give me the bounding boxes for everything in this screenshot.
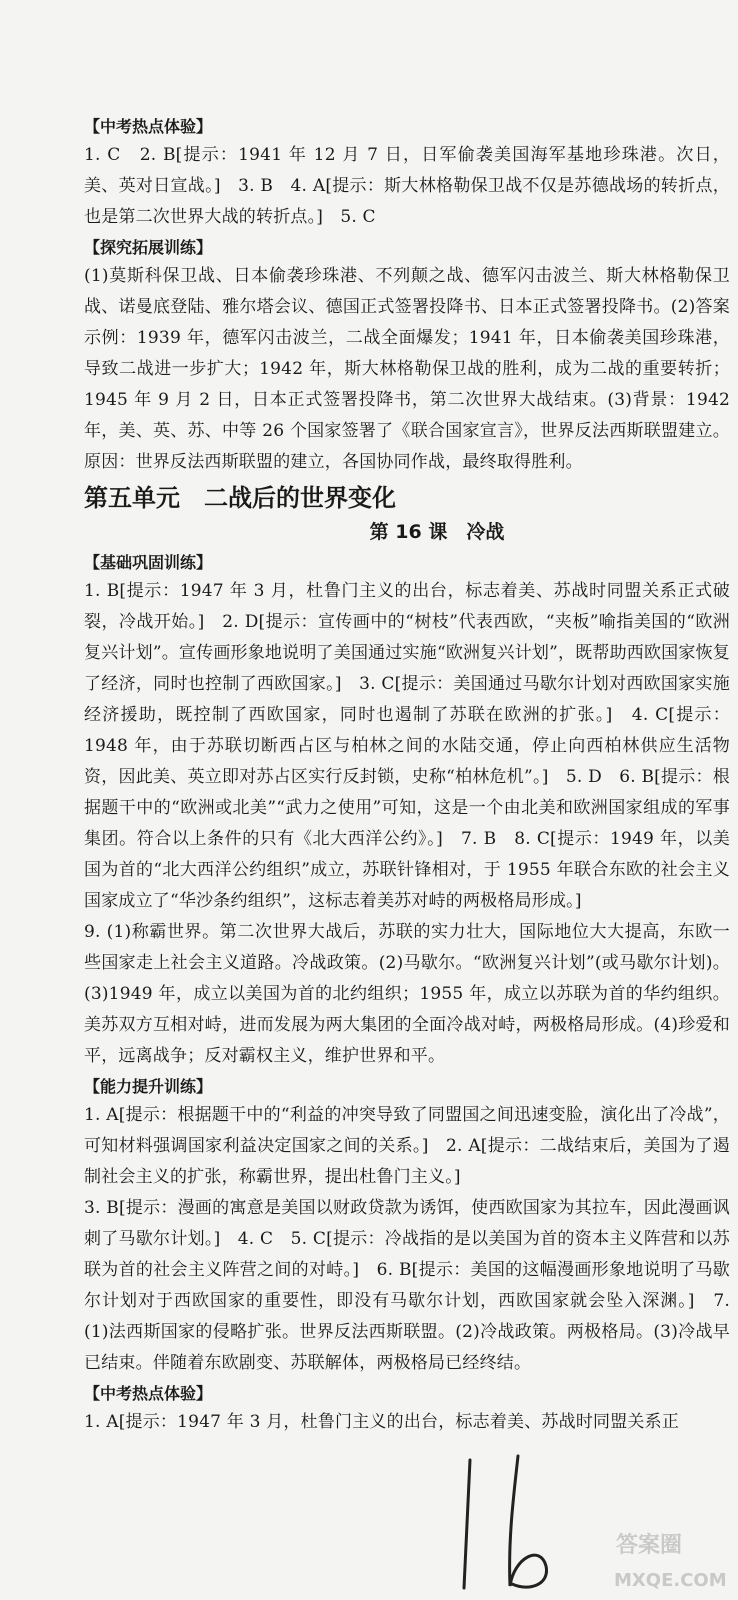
section-heading-ability: 【能力提升训练】 — [84, 1077, 213, 1096]
answer-paragraph: 1. C 2. B[提示：1941 年 12 月 7 日，日军偷袭美国海军基地珍珠港。次日，美、英对日宣战。] 3. B 4. A[提示：斯大林格勒保卫战不仅是苏德战场的转折点，也是第二次世界大战的转折点。] 5. C — [84, 145, 730, 227]
answer-paragraph: 1. A[提示：1947 年 3 月，杜鲁门主义的出台，标志着美、苏战时同盟关系正 — [84, 1412, 680, 1432]
handwritten-page-number — [448, 1448, 568, 1598]
lesson-title: 第 16 课 冷战 — [369, 521, 505, 543]
svg-text:MXQE.COM: MXQE.COM — [614, 1570, 727, 1591]
unit-title: 第五单元 二战后的世界变化 — [84, 484, 396, 512]
answer-paragraph: 1. B[提示：1947 年 3 月，杜鲁门主义的出台，标志着美、苏战时同盟关系正式破裂，冷战开始。] 2. D[提示：宣传画中的“树枝”代表西欧，“夹板”喻指美国的“欧洲复兴计划”。宣传画形象地说明了美国通过实施“欧洲复兴计划”，既帮助西欧国家恢复了经济，同时也控制了西欧国家。] 3. C[提示：美国通过马歇尔计划对西欧国家实施经济援助，既控制了西欧国家，同时也遏制了苏联在欧洲的扩张。] 4. C[提示：1948 年，由于苏联切断西占区与柏林之间的水陆交通，停止向西柏林供应生活物资，因此美、英立即对苏占区实行反封锁，史称“柏林危机”。] 5. D 6. B[提示：根据题干中的“欧洲或北美”“武力之使用”可知，这是一个由北美和欧洲国家组成的军事集团。符合以上条件的只有《北大西洋公约》。] 7. B 8. C[提示：1949 年，以美国为首的“北大西洋公约组织”成立，苏联针锋相对，于 1955 年联合东欧的社会主义国家成立了“华沙条约组织”，这标志着美苏对峙的两极格局形成。] — [84, 581, 730, 911]
section-heading-exam-hotspot: 【中考热点体验】 — [84, 1384, 213, 1403]
answer-paragraph: 3. B[提示：漫画的寓意是美国以财政贷款为诱饵，使西欧国家为其拉车，因此漫画讽刺了马歇尔计划。] 4. C 5. C[提示：冷战指的是以美国为首的资本主义阵营和以苏联为首的社会主义阵营之间的对峙。] 6. B[提示：美国的这幅漫画形象地说明了马歇尔计划对于西欧国家的重要性，即没有马歇尔计划，西欧国家就会坠入深渊。] 7. (1)法西斯国家的侵略扩张。世界反法西斯联盟。(2)冷战政策。两极格局。(3)冷战早已结束。伴随着东欧剧变、苏联解体，两极格局已经终结。 — [84, 1198, 730, 1373]
section-heading-basic: 【基础巩固训练】 — [84, 553, 213, 572]
answer-paragraph: (1)莫斯科保卫战、日本偷袭珍珠港、不列颠之战、德军闪击波兰、斯大林格勒保卫战、诺曼底登陆、雅尔塔会议、德国正式签署投降书、日本正式签署投降书。(2)答案示例：1939 年，德军闪击波兰，二战全面爆发；1941 年，日本偷袭美国珍珠港，导致二战进一步扩大；1942 年，斯大林格勒保卫战的胜利，成为二战的重要转折；1945 年 9 月 2 日，日本正式签署投降书，第二次世界大战结束。(3)背景：1942 年，美、英、苏、中等 26 个国家签署了《联合国家宣言》，世界反法西斯联盟建立。原因：世界反法西斯联盟的建立，各国协同作战，最终取得胜利。 — [84, 266, 730, 472]
site-watermark-logo — [610, 1520, 735, 1598]
answer-paragraph: 1. A[提示：根据题干中的“利益的冲突导致了同盟国之间迅速变脸，演化出了冷战”，可知材料强调国家利益决定国家之间的关系。] 2. A[提示：二战结束后，美国为了遏制社会主义的扩张，称霸世界，提出杜鲁门主义。] — [84, 1105, 730, 1187]
section-heading-exam-hotspot: 【中考热点体验】 — [84, 117, 213, 136]
answer-page — [84, 112, 730, 1438]
answer-paragraph: 9. (1)称霸世界。第二次世界大战后，苏联的实力壮大，国际地位大大提高，东欧一些国家走上社会主义道路。冷战政策。(2)马歇尔。“欧洲复兴计划”(或马歇尔计划)。(3)1949 年，成立以美国为首的北约组织；1955 年，成立以苏联为首的华约组织。美苏双方互相对峙，进而发展为两大集团的全面冷战对峙，两极格局形成。(4)珍爱和平，远离战争；反对霸权主义，维护世界和平。 — [84, 922, 730, 1066]
svg-text:答案圈: 答案圈 — [616, 1533, 683, 1558]
section-heading-inquiry: 【探究拓展训练】 — [84, 238, 213, 257]
